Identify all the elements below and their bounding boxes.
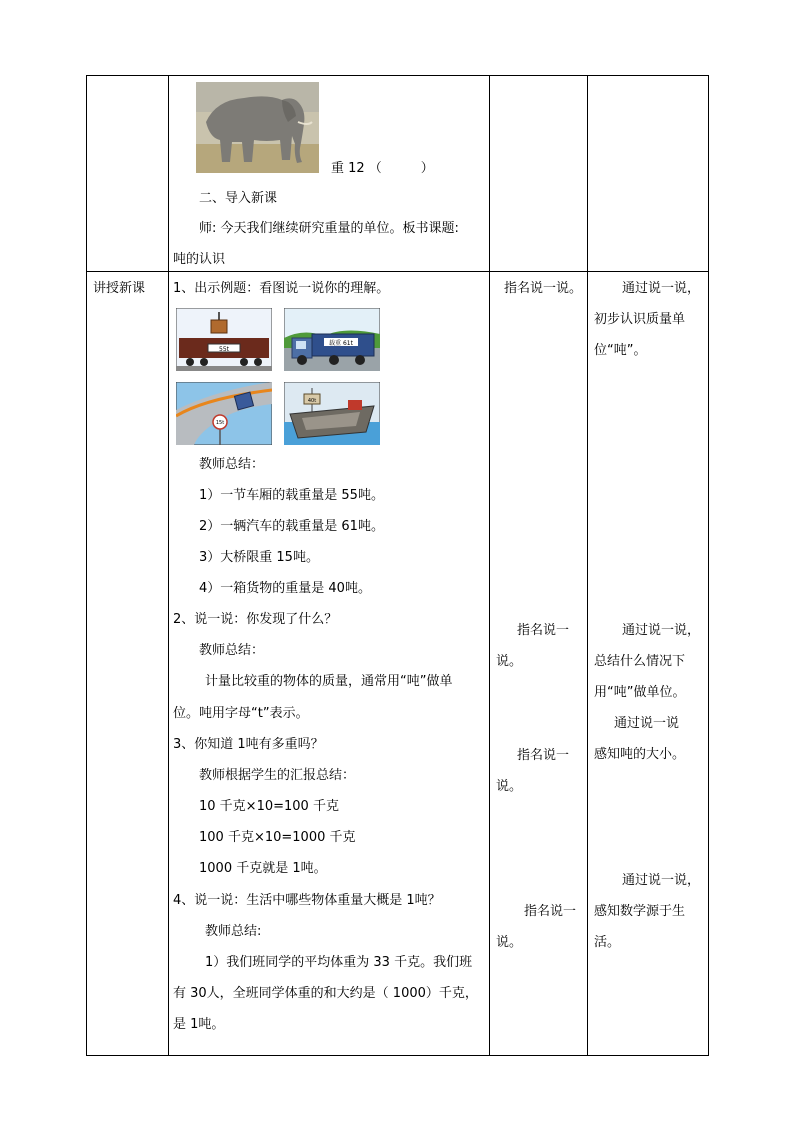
summary-title: 教师总结：: [199, 457, 265, 472]
lesson-plan-table: [86, 75, 709, 1056]
bridge-image: [176, 382, 272, 445]
teacher-intro-line: 师: 今天我们继续研究重量的单位。板书课题:: [199, 221, 459, 236]
student-activity: 指名说一: [517, 623, 570, 638]
section-title: 二、导入新课: [199, 191, 278, 206]
design-purpose: 用“吨”做单位。: [594, 685, 686, 700]
design-purpose: 通过说一说，: [622, 873, 701, 888]
student-cell: [490, 272, 588, 1056]
student-cell: [490, 76, 588, 272]
crate-weight-label: 40t: [307, 398, 317, 404]
summary-text: 位。吨用字母“t”表示。: [173, 706, 309, 721]
summary-item: 3）大桥限重 15吨。: [199, 550, 319, 565]
question-2: 2、说一说：你发现了什么？: [173, 612, 338, 627]
elephant-image: [196, 82, 319, 173]
summary-text: 1）我们班同学的平均体重为 33 千克。我们班: [205, 955, 473, 970]
design-purpose: 感知数学源于生: [594, 904, 686, 919]
summary-title: 教师总结：: [199, 643, 265, 658]
student-activity: 指名说一: [517, 748, 570, 763]
table-row: [87, 76, 709, 272]
summary-title: 教师总结:: [205, 924, 262, 939]
table-row: [87, 272, 709, 1056]
bridge-limit-label: 15t: [215, 420, 225, 426]
stage-cell: [87, 76, 169, 272]
summary-text: 有 30人，全班同学体重的和大约是（ 1000）千克，: [173, 986, 478, 1001]
summary-text: 是 1吨。: [173, 1017, 225, 1032]
calculation-line: 100 千克×10=1000 千克: [199, 830, 356, 845]
train-image: [176, 308, 272, 371]
summary-title: 教师根据学生的汇报总结：: [199, 768, 356, 783]
train-load-label: 55t: [219, 346, 229, 353]
design-purpose: 初步认识质量单: [594, 312, 686, 327]
calculation-line: 1000 千克就是 1吨。: [199, 861, 327, 876]
design-purpose: 位“吨”。: [594, 343, 647, 358]
stage-label: 讲授新课: [93, 281, 146, 296]
design-purpose: 活。: [594, 935, 621, 950]
purpose-cell: [588, 76, 709, 272]
summary-item: 1）一节车厢的载重量是 55吨。: [199, 488, 384, 503]
elephant-caption: 重 12 （ ）: [331, 161, 434, 176]
content-cell: [169, 76, 490, 272]
truck-load-label: 载重 61t: [329, 340, 353, 347]
content-cell: [169, 272, 490, 1056]
student-activity: 说。: [496, 779, 523, 794]
calculation-line: 10 千克×10=100 千克: [199, 799, 339, 814]
truck-image: [284, 308, 380, 371]
stage-cell: [87, 272, 169, 1056]
student-activity: 指名说一说。: [504, 281, 583, 296]
lesson-topic: 吨的认识: [173, 252, 226, 267]
question-3: 3、你知道 1吨有多重吗？: [173, 737, 324, 752]
question-1: 1、出示例题：看图说一说你的理解。: [173, 281, 390, 296]
design-purpose: 通过说一说，: [622, 281, 701, 296]
design-purpose: 总结什么情况下: [594, 654, 686, 669]
question-4: 4、说一说：生活中哪些物体重量大概是 1吨？: [173, 893, 441, 908]
student-activity: 说。: [496, 654, 523, 669]
design-purpose: 通过说一说: [614, 716, 680, 731]
purpose-cell: [588, 272, 709, 1056]
ship-image: [284, 382, 380, 445]
design-purpose: 通过说一说，: [622, 623, 701, 638]
student-activity: 说。: [496, 935, 523, 950]
summary-item: 4）一箱货物的重量是 40吨。: [199, 581, 371, 596]
summary-item: 2）一辆汽车的载重量是 61吨。: [199, 519, 384, 534]
summary-text: 计量比较重的物体的质量，通常用“吨”做单: [205, 674, 453, 689]
student-activity: 指名说一: [524, 904, 577, 919]
design-purpose: 感知吨的大小。: [594, 747, 686, 762]
